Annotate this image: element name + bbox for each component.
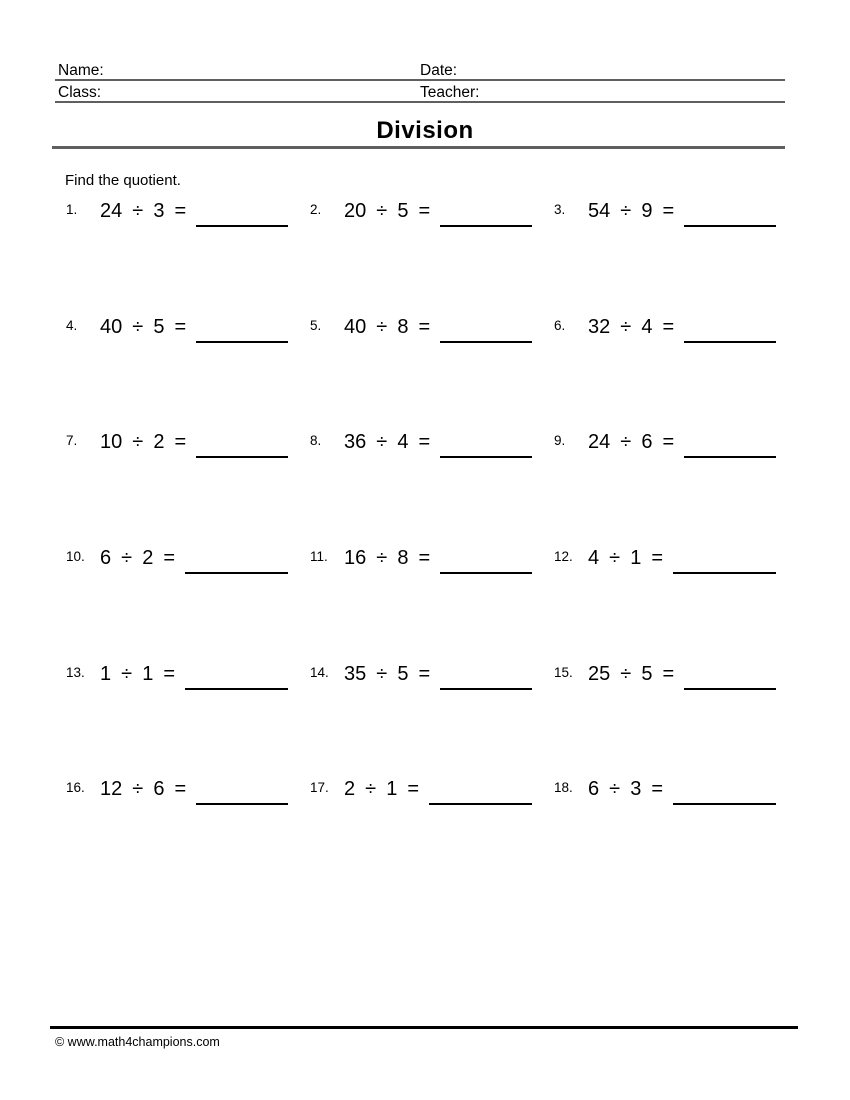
problem-number: 12. (554, 549, 573, 565)
problem-number: 4. (66, 317, 78, 333)
answer-blank[interactable] (196, 431, 288, 458)
problem-number: 1. (66, 202, 78, 217)
problem-number: 16. (66, 780, 85, 796)
answer-blank[interactable] (440, 200, 532, 227)
problem-13 (66, 663, 288, 690)
problem-expression: 24 ÷ 6 = (588, 431, 675, 454)
problem-expression: 1 ÷ 1 = (100, 662, 176, 685)
problem-15 (554, 663, 776, 690)
problem-expression: 36 ÷ 4 = (344, 431, 431, 454)
problem-number: 5. (310, 317, 322, 333)
problems-grid (66, 200, 776, 894)
problem-number: 15. (554, 664, 573, 680)
problem-expression: 24 ÷ 3 = (100, 200, 187, 222)
problem-8 (310, 431, 532, 458)
answer-blank[interactable] (440, 547, 532, 574)
problem-number: 8. (310, 433, 322, 449)
problem-7 (66, 431, 288, 458)
answer-blank[interactable] (440, 663, 532, 690)
answer-blank[interactable] (684, 316, 776, 343)
problem-1 (66, 200, 288, 227)
problem-expression: 10 ÷ 2 = (100, 431, 187, 454)
problem-expression: 20 ÷ 5 = (344, 200, 431, 222)
date-label: Date: (420, 62, 458, 79)
answer-blank[interactable] (673, 778, 776, 805)
problem-expression: 54 ÷ 9 = (588, 200, 675, 222)
problem-number: 17. (310, 780, 329, 796)
problem-expression: 6 ÷ 2 = (100, 547, 176, 570)
problem-expression: 2 ÷ 1 = (344, 778, 420, 801)
problem-expression: 40 ÷ 5 = (100, 315, 187, 338)
problem-17 (310, 778, 532, 805)
answer-blank[interactable] (684, 663, 776, 690)
answer-blank[interactable] (673, 547, 776, 574)
problem-6 (554, 316, 776, 343)
teacher-field[interactable] (487, 84, 785, 102)
problem-number: 2. (310, 202, 322, 217)
instruction-text: Find the quotient. (65, 172, 181, 189)
answer-blank[interactable] (196, 316, 288, 343)
problem-10 (66, 547, 288, 574)
problem-number: 10. (66, 549, 85, 565)
problem-expression: 40 ÷ 8 = (344, 315, 431, 338)
problem-4 (66, 316, 288, 343)
date-field[interactable] (465, 62, 785, 80)
answer-blank[interactable] (196, 778, 288, 805)
problem-number: 3. (554, 202, 566, 217)
teacher-label: Teacher: (420, 84, 480, 101)
problem-expression: 32 ÷ 4 = (588, 315, 675, 338)
answer-blank[interactable] (440, 431, 532, 458)
problem-number: 13. (66, 664, 85, 680)
problem-number: 7. (66, 433, 78, 449)
footer-divider (50, 1026, 798, 1029)
class-label: Class: (58, 84, 102, 101)
problem-number: 6. (554, 317, 566, 333)
problem-number: 9. (554, 433, 566, 449)
name-field[interactable] (107, 62, 415, 80)
problem-expression: 35 ÷ 5 = (344, 662, 431, 685)
problem-5 (310, 316, 532, 343)
problem-number: 14. (310, 664, 329, 680)
answer-blank[interactable] (429, 778, 532, 805)
class-field[interactable] (105, 84, 415, 102)
problem-18 (554, 778, 776, 805)
answer-blank[interactable] (440, 316, 532, 343)
answer-blank[interactable] (684, 431, 776, 458)
problem-3 (554, 200, 776, 227)
problem-expression: 16 ÷ 8 = (344, 547, 431, 570)
title-divider (52, 146, 785, 149)
name-label: Name: (58, 62, 104, 79)
problem-expression: 6 ÷ 3 = (588, 778, 664, 801)
problem-16 (66, 778, 288, 805)
problem-11 (310, 547, 532, 574)
problem-expression: 25 ÷ 5 = (588, 662, 675, 685)
problem-9 (554, 431, 776, 458)
page-title: Division (376, 117, 474, 144)
header-row-class-teacher (55, 84, 785, 103)
problem-expression: 4 ÷ 1 = (588, 547, 664, 570)
header-row-name-date (55, 62, 785, 81)
problem-2 (310, 200, 532, 227)
answer-blank[interactable] (185, 547, 288, 574)
answer-blank[interactable] (196, 200, 288, 227)
answer-blank[interactable] (684, 200, 776, 227)
copyright-text: © www.math4champions.com (55, 1035, 220, 1049)
answer-blank[interactable] (185, 663, 288, 690)
problem-14 (310, 663, 532, 690)
problem-expression: 12 ÷ 6 = (100, 778, 187, 801)
problem-number: 18. (554, 780, 573, 796)
problem-number: 11. (310, 549, 328, 565)
problem-12 (554, 547, 776, 574)
